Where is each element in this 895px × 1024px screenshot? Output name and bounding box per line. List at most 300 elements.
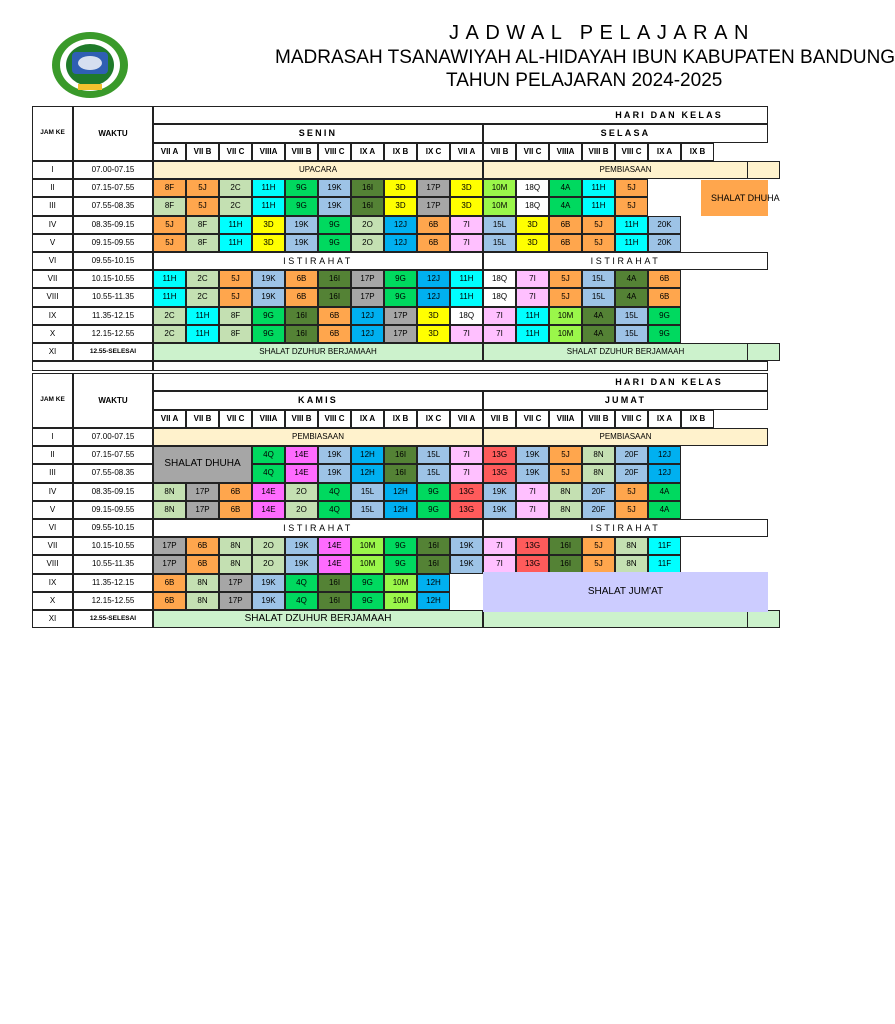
lesson-cell: 17P xyxy=(351,270,384,288)
lesson-cell: 17P xyxy=(186,483,219,501)
lesson-cell: 7I xyxy=(516,501,549,519)
lesson-cell: 11H xyxy=(153,270,186,288)
class-header: VII C xyxy=(516,143,549,161)
day-header-2: SELASA xyxy=(483,124,768,143)
lesson-cell: 16I xyxy=(549,555,582,573)
special-row-day2: SHALAT DZUHUR BERJAMAAH xyxy=(483,343,768,361)
class-header: VII C xyxy=(219,143,252,161)
lesson-cell: 11H xyxy=(153,288,186,306)
lesson-cell: 3D xyxy=(384,179,417,197)
lesson-cell: 8F xyxy=(153,197,186,215)
lesson-cell: 5J xyxy=(153,216,186,234)
lesson-cell: 11H xyxy=(252,179,285,197)
lesson-cell: 15L xyxy=(615,325,648,343)
lesson-cell: 7I xyxy=(516,288,549,306)
class-header: IX C xyxy=(417,410,450,428)
special-row-day1: PEMBIASAAN xyxy=(153,428,483,446)
lesson-cell: 9G xyxy=(384,555,417,573)
lesson-cell: 10M xyxy=(384,574,417,592)
lesson-cell: 8F xyxy=(186,234,219,252)
waktu-cell: 12.55-SELESAI xyxy=(73,610,153,628)
class-header: IX B xyxy=(681,143,714,161)
lesson-cell: 8N xyxy=(219,555,252,573)
lesson-cell: 13G xyxy=(483,464,516,482)
title-line-1: JADWAL PELAJARAN xyxy=(449,22,755,44)
lesson-cell: 19K xyxy=(516,464,549,482)
lesson-cell: 8N xyxy=(153,483,186,501)
lesson-cell: 11H xyxy=(252,197,285,215)
lesson-cell: 15L xyxy=(582,288,615,306)
class-header: IX C xyxy=(417,143,450,161)
lesson-cell: 11F xyxy=(648,555,681,573)
lesson-cell: 11H xyxy=(186,325,219,343)
lesson-cell: 13G xyxy=(483,446,516,464)
lesson-cell: 5J xyxy=(615,179,648,197)
lesson-cell: 5J xyxy=(549,446,582,464)
special-row-day2: ISTIRAHAT xyxy=(483,252,768,270)
lesson-cell: 12H xyxy=(351,446,384,464)
day-header-2: JUMAT xyxy=(483,391,768,410)
lesson-cell: 4A xyxy=(648,483,681,501)
lesson-cell: 19K xyxy=(285,234,318,252)
lesson-cell: 20K xyxy=(648,216,681,234)
lesson-cell: 2O xyxy=(252,537,285,555)
lesson-cell: 6B xyxy=(549,234,582,252)
lesson-cell: 16I xyxy=(351,179,384,197)
lesson-cell: 4Q xyxy=(285,574,318,592)
jam-cell: VIII xyxy=(32,555,73,573)
hari-kelas-header: HARI DAN KELAS xyxy=(153,373,768,391)
class-header: VIIIA xyxy=(252,143,285,161)
lesson-cell: 19K xyxy=(318,179,351,197)
lesson-cell: 17P xyxy=(384,307,417,325)
lesson-cell: 8N xyxy=(582,464,615,482)
class-header: VIII C xyxy=(318,143,351,161)
lesson-cell: 7I xyxy=(450,325,483,343)
lesson-cell: 11H xyxy=(219,234,252,252)
jam-cell: IX xyxy=(32,307,73,325)
lesson-cell: 7I xyxy=(483,325,516,343)
lesson-cell: 19K xyxy=(516,446,549,464)
lesson-cell: 4A xyxy=(582,325,615,343)
lesson-cell: 18Q xyxy=(516,179,549,197)
lesson-cell: 3D xyxy=(417,325,450,343)
special-row-day1: SHALAT DZUHUR BERJAMAAH xyxy=(153,343,483,361)
waktu-cell: 10.55-11.35 xyxy=(73,288,153,306)
class-header: IX B xyxy=(384,143,417,161)
jam-cell: V xyxy=(32,234,73,252)
lesson-cell: 14E xyxy=(285,464,318,482)
class-header: IX A xyxy=(351,143,384,161)
class-header: VIIIA xyxy=(549,143,582,161)
lesson-cell: 20F xyxy=(615,446,648,464)
waktu-header: WAKTU xyxy=(73,106,153,161)
lesson-cell: 8F xyxy=(153,179,186,197)
shalat-dhuha-cell: SHALAT DHUHA xyxy=(153,446,252,482)
lesson-cell: 4A xyxy=(549,179,582,197)
lesson-cell: 6B xyxy=(417,216,450,234)
class-header: VIIIA xyxy=(549,410,582,428)
lesson-cell: 2O xyxy=(285,483,318,501)
lesson-cell: 14E xyxy=(252,501,285,519)
lesson-cell: 15L xyxy=(351,483,384,501)
waktu-cell: 09.15-09.55 xyxy=(73,501,153,519)
lesson-cell: 9G xyxy=(417,483,450,501)
lesson-cell: 13G xyxy=(516,555,549,573)
lesson-cell: 15L xyxy=(615,307,648,325)
lesson-cell: 6B xyxy=(219,501,252,519)
lesson-cell: 19K xyxy=(252,574,285,592)
lesson-cell: 17P xyxy=(417,197,450,215)
lesson-cell: 14E xyxy=(252,483,285,501)
lesson-cell: 5J xyxy=(186,197,219,215)
lesson-cell: 2C xyxy=(186,270,219,288)
class-header: IX A xyxy=(648,410,681,428)
lesson-cell: 4Q xyxy=(285,592,318,610)
lesson-cell: 9G xyxy=(252,307,285,325)
lesson-cell: 15L xyxy=(351,501,384,519)
jam-cell: III xyxy=(32,464,73,482)
lesson-cell: 4A xyxy=(582,307,615,325)
lesson-cell: 8N xyxy=(186,574,219,592)
lesson-cell: 11H xyxy=(516,325,549,343)
jam-cell: VII xyxy=(32,537,73,555)
jam-cell: XI xyxy=(32,343,73,361)
lesson-cell: 5J xyxy=(153,234,186,252)
lesson-cell: 16I xyxy=(318,270,351,288)
jam-cell: V xyxy=(32,501,73,519)
lesson-cell: 16I xyxy=(384,464,417,482)
title-line-2: MADRASAH TSANAWIYAH AL-HIDAYAH IBUN KABUPATEN BANDUNG xyxy=(275,47,895,68)
lesson-cell: 14E xyxy=(318,537,351,555)
lesson-cell: 10M xyxy=(483,179,516,197)
jam-cell: X xyxy=(32,592,73,610)
lesson-cell: 19K xyxy=(483,501,516,519)
class-header: IX A xyxy=(648,143,681,161)
class-header: VIII B xyxy=(285,410,318,428)
lesson-cell: 10M xyxy=(351,555,384,573)
jam-cell: III xyxy=(32,197,73,215)
class-header: IX B xyxy=(681,410,714,428)
lesson-cell: 8F xyxy=(186,216,219,234)
class-header: VII B xyxy=(483,410,516,428)
lesson-cell: 11F xyxy=(648,537,681,555)
lesson-cell: 2C xyxy=(219,179,252,197)
lesson-cell: 6B xyxy=(318,325,351,343)
class-header: VII C xyxy=(219,410,252,428)
lesson-cell: 18Q xyxy=(450,307,483,325)
jam-cell: IX xyxy=(32,574,73,592)
lesson-cell: 5J xyxy=(219,270,252,288)
waktu-cell: 09.55-10.15 xyxy=(73,519,153,537)
shalat-dhuha-cell: SHALAT DHUHA xyxy=(701,180,768,216)
lesson-cell: 16I xyxy=(384,446,417,464)
lesson-cell: 3D xyxy=(252,234,285,252)
lesson-cell: 16I xyxy=(417,537,450,555)
lesson-cell: 4A xyxy=(549,197,582,215)
lesson-cell: 17P xyxy=(384,325,417,343)
day-header-1: KAMIS xyxy=(153,391,483,410)
special-row-day1: UPACARA xyxy=(153,161,483,179)
lesson-cell: 11H xyxy=(186,307,219,325)
lesson-cell: 8N xyxy=(549,501,582,519)
lesson-cell: 11H xyxy=(582,179,615,197)
class-header: IX B xyxy=(384,410,417,428)
lesson-cell: 12J xyxy=(351,307,384,325)
lesson-cell: 2O xyxy=(351,234,384,252)
lesson-cell: 19K xyxy=(318,464,351,482)
lesson-cell: 19K xyxy=(318,197,351,215)
lesson-cell: 13G xyxy=(516,537,549,555)
lesson-cell: 8N xyxy=(615,555,648,573)
lesson-cell: 11H xyxy=(450,270,483,288)
lesson-cell: 13G xyxy=(450,501,483,519)
lesson-cell: 5J xyxy=(582,555,615,573)
lesson-cell: 9G xyxy=(252,325,285,343)
waktu-cell: 08.35-09.15 xyxy=(73,216,153,234)
waktu-cell: 12.55-SELESAI xyxy=(73,343,153,361)
lesson-cell: 12J xyxy=(648,446,681,464)
lesson-cell: 16I xyxy=(318,574,351,592)
special-row-day1: ISTIRAHAT xyxy=(153,252,483,270)
lesson-cell: 9G xyxy=(417,501,450,519)
jam-cell: I xyxy=(32,428,73,446)
class-header: VII B xyxy=(483,143,516,161)
waktu-cell: 10.15-10.55 xyxy=(73,537,153,555)
lesson-cell: 4Q xyxy=(318,483,351,501)
extra-cell xyxy=(747,343,780,361)
jam-cell: II xyxy=(32,179,73,197)
jam-cell: X xyxy=(32,325,73,343)
schedule-table xyxy=(32,105,780,635)
lesson-cell: 19K xyxy=(252,592,285,610)
lesson-cell: 5J xyxy=(615,483,648,501)
waktu-cell: 07.15-07.55 xyxy=(73,446,153,464)
lesson-cell: 12H xyxy=(384,501,417,519)
lesson-cell: 6B xyxy=(417,234,450,252)
lesson-cell: 10M xyxy=(351,537,384,555)
lesson-cell: 8F xyxy=(219,307,252,325)
lesson-cell: 16I xyxy=(285,307,318,325)
lesson-cell: 6B xyxy=(318,307,351,325)
class-header: VII C xyxy=(516,410,549,428)
class-header: VII A xyxy=(450,410,483,428)
extra-cell xyxy=(747,161,780,179)
waktu-header: WAKTU xyxy=(73,373,153,428)
lesson-cell: 19K xyxy=(252,288,285,306)
shalat-jumat-cell: SHALAT JUM'AT xyxy=(483,572,768,612)
lesson-cell: 2C xyxy=(153,307,186,325)
lesson-cell: 7I xyxy=(483,307,516,325)
lesson-cell: 5J xyxy=(549,464,582,482)
lesson-cell: 19K xyxy=(285,216,318,234)
lesson-cell: 11H xyxy=(450,288,483,306)
lesson-cell: 5J xyxy=(549,288,582,306)
lesson-cell: 6B xyxy=(648,288,681,306)
lesson-cell: 12H xyxy=(417,574,450,592)
lesson-cell: 12H xyxy=(417,592,450,610)
lesson-cell: 4Q xyxy=(252,446,285,464)
waktu-cell: 09.55-10.15 xyxy=(73,252,153,270)
waktu-cell: 12.15-12.55 xyxy=(73,592,153,610)
waktu-cell: 07.55-08.35 xyxy=(73,197,153,215)
lesson-cell: 17P xyxy=(153,555,186,573)
lesson-cell: 12J xyxy=(384,216,417,234)
class-header: VII B xyxy=(186,410,219,428)
waktu-cell: 12.15-12.55 xyxy=(73,325,153,343)
lesson-cell: 9G xyxy=(351,574,384,592)
lesson-cell: 20F xyxy=(615,464,648,482)
waktu-cell: 07.00-07.15 xyxy=(73,161,153,179)
class-header: VIII B xyxy=(582,410,615,428)
lesson-cell: 16I xyxy=(318,592,351,610)
lesson-cell: 9G xyxy=(318,234,351,252)
lesson-cell: 2O xyxy=(351,216,384,234)
lesson-cell: 7I xyxy=(450,216,483,234)
special-row-day1: SHALAT DZUHUR BERJAMAAH xyxy=(153,610,483,628)
lesson-cell: 19K xyxy=(450,555,483,573)
lesson-cell: 4A xyxy=(615,288,648,306)
lesson-cell: 8F xyxy=(219,325,252,343)
lesson-cell: 6B xyxy=(186,537,219,555)
extra-cell xyxy=(747,610,780,628)
lesson-cell: 17P xyxy=(219,574,252,592)
lesson-cell: 12H xyxy=(384,483,417,501)
class-header: VIII B xyxy=(582,143,615,161)
lesson-cell: 8N xyxy=(186,592,219,610)
waktu-cell: 10.15-10.55 xyxy=(73,270,153,288)
class-header: VIII C xyxy=(615,410,648,428)
lesson-cell: 14E xyxy=(285,446,318,464)
lesson-cell: 9G xyxy=(384,537,417,555)
lesson-cell: 9G xyxy=(318,216,351,234)
class-header: VII B xyxy=(186,143,219,161)
class-header: VIII C xyxy=(615,143,648,161)
lesson-cell: 4Q xyxy=(318,501,351,519)
lesson-cell: 20F xyxy=(582,501,615,519)
lesson-cell: 8N xyxy=(219,537,252,555)
lesson-cell: 17P xyxy=(351,288,384,306)
waktu-cell: 07.15-07.55 xyxy=(73,179,153,197)
lesson-cell: 20F xyxy=(582,483,615,501)
lesson-cell: 15L xyxy=(417,446,450,464)
lesson-cell: 19K xyxy=(252,270,285,288)
lesson-cell: 6B xyxy=(285,288,318,306)
lesson-cell: 9G xyxy=(351,592,384,610)
school-logo-icon xyxy=(50,30,130,100)
lesson-cell: 17P xyxy=(153,537,186,555)
jam-cell: IV xyxy=(32,483,73,501)
hari-kelas-header: HARI DAN KELAS xyxy=(153,106,768,124)
lesson-cell: 8N xyxy=(153,501,186,519)
lesson-cell: 6B xyxy=(285,270,318,288)
lesson-cell: 10M xyxy=(384,592,417,610)
waktu-cell: 11.35-12.15 xyxy=(73,574,153,592)
lesson-cell: 19K xyxy=(285,555,318,573)
lesson-cell: 13G xyxy=(450,483,483,501)
lesson-cell: 3D xyxy=(450,179,483,197)
special-row-day2: PEMBIASAAN xyxy=(483,161,768,179)
class-header: VIIIA xyxy=(252,410,285,428)
lesson-cell: 5J xyxy=(582,234,615,252)
day-header-1: SENIN xyxy=(153,124,483,143)
lesson-cell: 9G xyxy=(285,179,318,197)
lesson-cell: 4A xyxy=(648,501,681,519)
lesson-cell: 3D xyxy=(252,216,285,234)
waktu-cell: 09.15-09.55 xyxy=(73,234,153,252)
lesson-cell: 12J xyxy=(384,234,417,252)
lesson-cell: 17P xyxy=(186,501,219,519)
lesson-cell: 7I xyxy=(450,234,483,252)
lesson-cell: 18Q xyxy=(483,288,516,306)
jam-cell: VI xyxy=(32,519,73,537)
lesson-cell: 6B xyxy=(153,592,186,610)
waktu-cell: 07.55-08.35 xyxy=(73,464,153,482)
lesson-cell: 12J xyxy=(417,270,450,288)
lesson-cell: 9G xyxy=(648,325,681,343)
lesson-cell: 3D xyxy=(516,234,549,252)
lesson-cell: 19K xyxy=(285,537,318,555)
lesson-cell: 12J xyxy=(648,464,681,482)
lesson-cell: 5J xyxy=(219,288,252,306)
lesson-cell: 3D xyxy=(384,197,417,215)
lesson-cell: 16I xyxy=(285,325,318,343)
lesson-cell: 9G xyxy=(384,270,417,288)
lesson-cell: 8N xyxy=(615,537,648,555)
lesson-cell: 4Q xyxy=(252,464,285,482)
lesson-cell: 15L xyxy=(417,464,450,482)
lesson-cell: 8N xyxy=(549,483,582,501)
separator-cell xyxy=(32,361,153,371)
special-row-day2: PEMBIASAAN xyxy=(483,428,768,446)
lesson-cell: 18Q xyxy=(483,270,516,288)
lesson-cell: 5J xyxy=(582,537,615,555)
special-row-day1: ISTIRAHAT xyxy=(153,519,483,537)
lesson-cell: 10M xyxy=(549,307,582,325)
class-header: VII A xyxy=(450,143,483,161)
lesson-cell: 7I xyxy=(483,537,516,555)
waktu-cell: 07.00-07.15 xyxy=(73,428,153,446)
jam-cell: I xyxy=(32,161,73,179)
lesson-cell: 11H xyxy=(516,307,549,325)
lesson-cell: 15L xyxy=(582,270,615,288)
class-header: IX A xyxy=(351,410,384,428)
waktu-cell: 08.35-09.15 xyxy=(73,483,153,501)
lesson-cell: 7I xyxy=(516,270,549,288)
lesson-cell: 19K xyxy=(318,446,351,464)
lesson-cell: 9G xyxy=(384,288,417,306)
lesson-cell: 7I xyxy=(516,483,549,501)
lesson-cell: 5J xyxy=(615,501,648,519)
lesson-cell: 20K xyxy=(648,234,681,252)
lesson-cell: 3D xyxy=(450,197,483,215)
waktu-cell: 10.55-11.35 xyxy=(73,555,153,573)
lesson-cell: 11H xyxy=(615,216,648,234)
lesson-cell: 12J xyxy=(417,288,450,306)
document-header xyxy=(0,0,895,104)
class-header: VII A xyxy=(153,143,186,161)
lesson-cell: 15L xyxy=(483,234,516,252)
class-header: VII A xyxy=(153,410,186,428)
lesson-cell: 6B xyxy=(153,574,186,592)
jam-ke-header: JAM KE xyxy=(32,373,73,428)
lesson-cell: 9G xyxy=(285,197,318,215)
lesson-cell: 19K xyxy=(450,537,483,555)
lesson-cell: 16I xyxy=(549,537,582,555)
lesson-cell: 11H xyxy=(615,234,648,252)
lesson-cell: 16I xyxy=(318,288,351,306)
special-row-day2 xyxy=(483,610,768,628)
